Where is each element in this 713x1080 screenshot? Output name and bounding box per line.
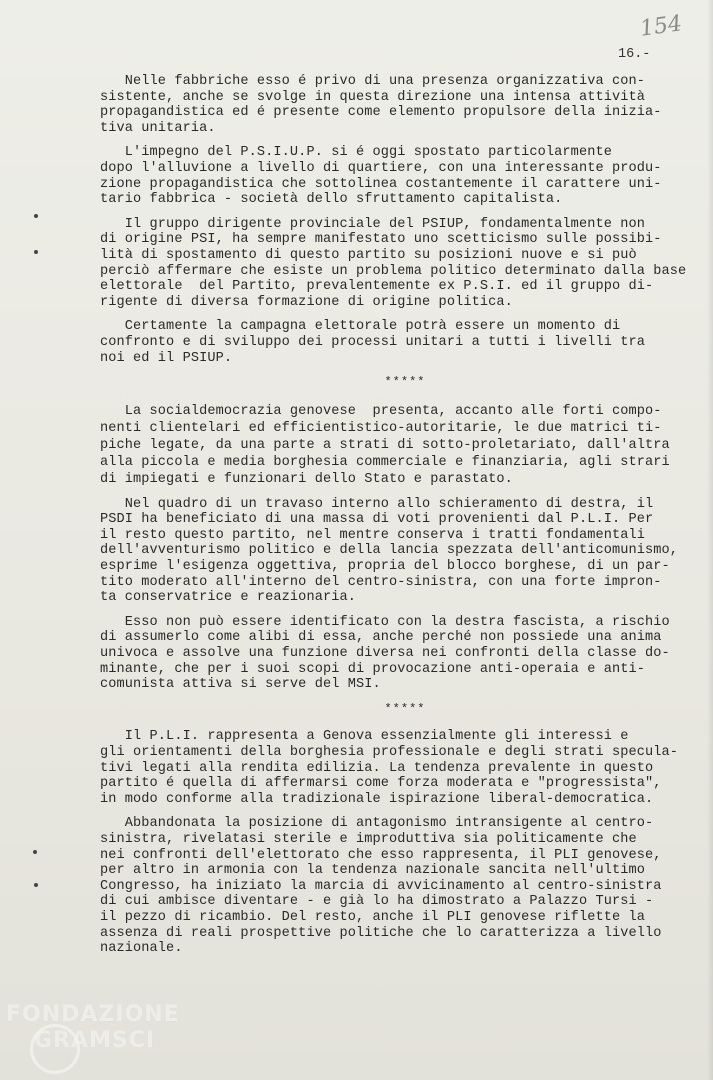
text-line: il resto questo partito, nel mentre conserva i tratti fondamentali [100, 527, 645, 543]
text-line: tiva unitaria. [100, 120, 216, 136]
paragraph [100, 497, 690, 606]
text-line: minante, che per i suoi scopi di provocazione anti-operaia e anti- [100, 661, 645, 677]
paragraph [100, 729, 690, 807]
text-line: confronto e di sviluppo dei processi unitari a tutti i livelli tra [100, 334, 645, 350]
margin-mark [33, 850, 37, 854]
watermark-line: FONDAZIONE [6, 1002, 180, 1027]
text-line: di cui ambisce diventare - e già lo ha dimostrato a Palazzo Tursi - [100, 894, 654, 910]
text-line: tivi legati alla rendita edilizia. La tendenza prevalente in questo [100, 760, 654, 776]
archive-number: 154 [638, 11, 684, 42]
text-line: di impiegati e funzionari dello Stato e parastato. [100, 471, 513, 487]
text-line: gli orientamenti della borghesia professionale e degli strati specula- [100, 745, 679, 760]
text-line: elettorale del Partito, prevalentemente ex P.S.I. ed il gruppo di- [100, 279, 654, 295]
text-line: lità di spostamento di questo partito su posizioni nuove e si può [100, 247, 637, 263]
text-line: Esso non può essere identificato con la destra fascista, a rischio [100, 614, 670, 630]
text-line: esprime l'esigenza oggettiva, propria del blocco borghese, di un par- [100, 559, 670, 575]
text-line: L'impegno del P.S.I.U.P. si é oggi spostato particolarmente [100, 145, 612, 161]
text-line: Certamente la campagna elettorale potrà essere un momento di [100, 319, 621, 335]
text-line: zione propagandistica che sottolinea costantemente il carattere uni- [100, 176, 662, 192]
margin-mark [34, 883, 38, 887]
text-line: sistente, anche se svolge in questa direzione una intensa attività [100, 89, 645, 105]
paragraph [100, 319, 690, 366]
section-separator: ***** [384, 701, 426, 716]
text-line: Congresso, ha iniziato la marcia di avvicinamento al centro-sinistra [100, 878, 662, 894]
paragraph [100, 403, 690, 488]
paragraph [100, 615, 690, 693]
text-line: di origine PSI, ha sempre manifestato uno scetticismo sulle possibi- [100, 232, 662, 248]
watermark-line: GRAMSCI [34, 1028, 156, 1053]
text-line: nei confronti dell'elettorato che esso rappresenta, il PLI genovese, [100, 847, 662, 863]
text-line: Nel quadro di un travaso interno allo schieramento di destra, il [100, 496, 654, 512]
margin-mark [34, 214, 38, 218]
text-line: nazionale. [100, 941, 183, 957]
section-separator: ***** [384, 375, 426, 390]
text-line: Abbandonata la posizione di antagonismo intransigente al centro- [100, 816, 654, 832]
text-line: ta conservatrice e reazionaria. [100, 590, 356, 606]
text-line: il pezzo di ricambio. Del resto, anche il PLI genovese riflette la [100, 909, 645, 925]
paragraph [100, 217, 690, 311]
text-line: propagandistica ed é presente come elemento propulsore della inizia- [100, 105, 662, 121]
text-line: alla piccola e media borghesia commerciale e finanziaria, agli strari [100, 454, 670, 470]
text-line: dopo l'alluvione a livello di quartiere, con una interessante produ- [100, 160, 662, 176]
text-line: univoca e assolve una funzione diversa nei confronti della classe do- [100, 646, 670, 662]
text-line: partito é quella di affermarsi come forza moderata e "progressista", [100, 776, 662, 792]
text-line: perciò affermare che esiste un problema politico determinato dalla base [100, 263, 687, 279]
text-line: tario fabbrica - società dello sfruttamento capitalista. [100, 192, 563, 208]
text-line: tito moderato all'interno del centro-sinistra, con una forte impron- [100, 574, 662, 590]
margin-mark [34, 250, 38, 254]
text-line: rigente di diversa formazione di origine politica. [100, 294, 513, 310]
text-line: assenza di reali prospettive politiche che lo caratterizza a livello [100, 925, 662, 941]
text-line: sinistra, rivelatasi sterile e improduttiva sia politicamente che [100, 831, 637, 847]
text-line: nenti clientelari ed efficientistico-autoritarie, le due matrici ti- [100, 420, 662, 436]
watermark [6, 1002, 180, 1054]
text-line: Nelle fabbriche esso é privo di una presenza organizzativa con- [100, 74, 645, 89]
text-line: comunista attiva si serve del MSI. [100, 677, 381, 693]
text-line: PSDI ha beneficiato di una massa di voti provenienti dal P.L.I. Per [100, 512, 654, 528]
text-line: La socialdemocrazia genovese presenta, accanto alle forti compo- [100, 403, 662, 419]
text-line: per altro in armonia con la tendenza nazionale sancita nell'ultimo [100, 863, 645, 879]
paragraph [100, 816, 690, 956]
page-edge-shadow [707, 0, 713, 1080]
text-line: di assumerlo come alibi di essa, anche perché non possiede una anima [100, 630, 662, 646]
text-line: piche legate, da una parte a strati di sotto-proletariato, dall'altra [100, 437, 670, 453]
text-line: dell'avventurismo politico e della lancia spezzata dell'anticomunismo, [100, 543, 679, 559]
page-number: 16.- [618, 47, 651, 62]
text-line: in modo conforme alla tradizionale ispirazione liberal-democratica. [100, 791, 654, 807]
text-line: Il gruppo dirigente provinciale del PSIUP, fondamentalmente non [100, 216, 645, 232]
document-body [100, 74, 690, 966]
text-line: noi ed il PSIUP. [100, 350, 233, 366]
paragraph [100, 145, 690, 207]
paragraph [100, 74, 690, 136]
text-line: Il P.L.I. rappresenta a Genova essenzialmente gli interessi e [100, 729, 629, 745]
